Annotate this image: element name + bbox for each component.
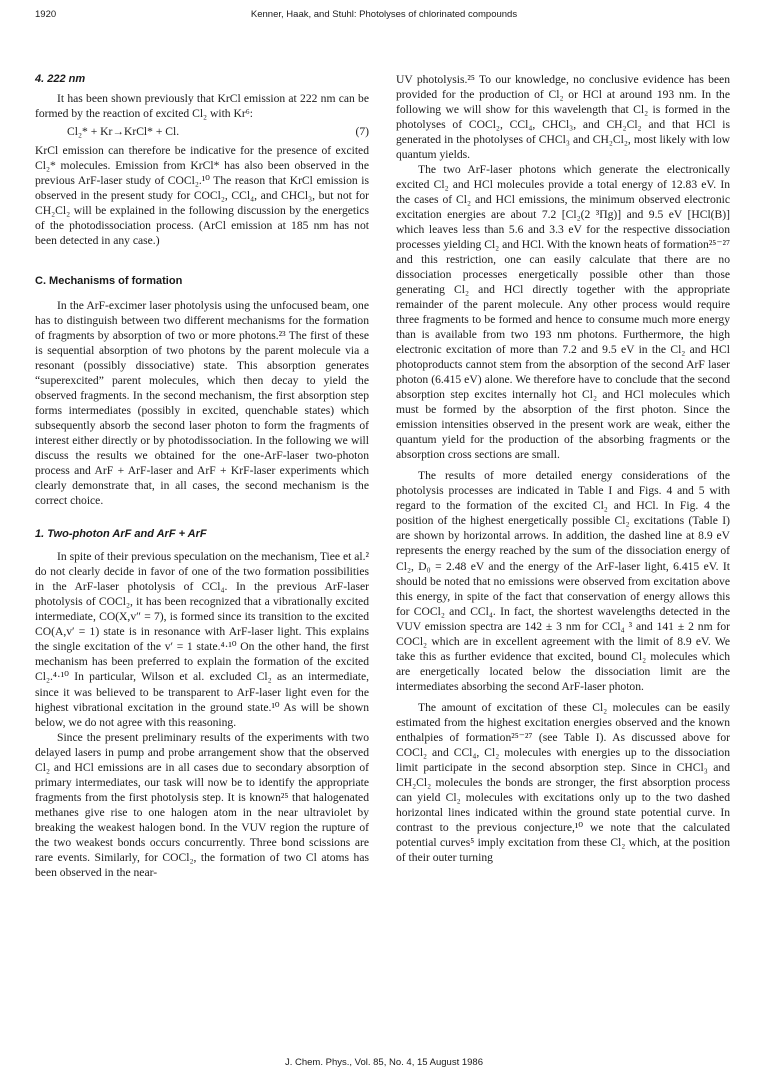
paragraph: In the ArF-excimer laser photolysis using the unfocused beam, one has to distinguish between two different mechanisms for the formation of fragments by absorption of two or more photons.²³ The first of these is sequential absorption of two photons by the parent molecule via a resonant (possibly dissociative) state. This absorption generates “superexcited” parent molecules, which then decay to yield the observed fragments. In the second mechanism, the first absorption step forms intermediates (possibly in excited, quenchable states) which subsequently absorb the second laser photon to form the fragments of interest either directly or by photodissociation. In the following we will discuss the results we obtained for the one-ArF-laser two-photon process and ArF + ArF-laser and ArF + KrF-laser experiments which clearly demonstrate that, in all cases, the second mechanism is the correct choice.	[35, 299, 369, 508]
running-title: Kenner, Haak, and Stuhl: Photolyses of chlorinated compounds	[250, 9, 518, 20]
equation-7	[35, 124, 369, 139]
paragraph: In spite of their previous speculation on the mechanism, Tiee et al.² do not clearly decide in favor of one of the two formation possibilities in the ArF-laser photolysis of CCl₄. In the previous ArF-laser photolysis of COCl₂, it has been recognized that a vibrationally excited intermediate, CO(X,v″ = 7), is formed since its transition to the excited CO(A,v′ = 1) state is in resonance with ArF-laser light. This explains the single excitation of the v′ = 1 state.⁴·¹⁰ On the other hand, the first mechanism has been preferred to explain the formation of the excited Cl₂.⁴·¹⁰ In particular, Wilson et al. excluded Cl₂ as an intermediate, since it was believed to be transparent to ArF-laser light even for the highest vibrational excitation in the ground state.¹⁰ As will be shown below, we do not agree with this reasoning.	[35, 550, 369, 729]
page-number: 1920	[35, 9, 57, 20]
paragraph: KrCl emission can therefore be indicative for the presence of excited Cl₂* molecules. Emission from KrCl* has also been observed in the previous ArF-laser study of COCl₂.¹⁰ The reason that KrCl emission is observed in the present study for COCl₂, CCl₄, and CHCl₃, but not for CH₂Cl₂ will be explained in the following discussion by the energetics of the photodissociation process. (ArCl emission at 185 nm has not been detected in any case.)	[35, 144, 369, 248]
left-column	[35, 72, 369, 880]
section-heading-two-photon: 1. Two-photon ArF and ArF + ArF	[35, 528, 207, 541]
right-column	[396, 72, 730, 865]
paragraph: UV photolysis.²⁵ To our knowledge, no conclusive evidence has been provided for the production of Cl₂ or HCl at around 193 nm. In the following we will show for this wavelength that Cl₂ is formed in the photolyses of COCl₂, CCl₄, CHCl₃, and CH₂Cl₂ and that HCl is generated in the photolyses of CHCl₃ and CH₂Cl₂, most likely with low quantum yields.	[396, 73, 730, 162]
equation-number: (7)	[355, 125, 369, 139]
journal-citation-footer: J. Chem. Phys., Vol. 85, No. 4, 15 August 1986	[284, 1057, 484, 1068]
running-header	[35, 9, 733, 23]
paragraph: The amount of excitation of these Cl₂ molecules can be easily estimated from the highest excitation energies observed and the known enthalpies of formation²⁵⁻²⁷ (see Table I). As discussed above for COCl₂ and CCl₄, Cl₂ molecules with energies up to the dissociation limit participate in the second absorption step. Since in CHCl₃ and CH₂Cl₂ molecules the bonds are stronger, the first absorption process can yield Cl₂ molecules with excitations only up to the two dashed horizontal lines indicated within the ground state potential curve. In contrast to the previous conjecture,¹⁰ we note that the calculated potential curves⁵ imply excitation from these Cl₂ which, at the position of their outer turning	[396, 700, 730, 864]
paragraph: Since the present preliminary results of the experiments with two delayed lasers in pump and probe arrangement show that the observed Cl₂ and HCl emissions are in all cases due to secondary absorption of primary intermediates, our task will now be to identify the appropriate fragments from the first photolysis step. It is known²⁵ that halogenated methanes give rise to one halogen atom in the near ultraviolet by breaking the weakest halogen bond. In the VUV region the rupture of the two weakest bonds occurs concurrently. Three bond scissions are rare events. Similarly, for COCl₂, the formation of two Cl atoms has been observed in the near-	[35, 730, 369, 879]
paragraph: It has been shown previously that KrCl emission at 222 nm can be formed by the reaction of excited Cl₂ with Kr⁶:	[35, 92, 369, 121]
equation-body: Cl₂* + Kr→KrCl* + Cl.	[67, 125, 180, 139]
section-heading-mechanisms: C. Mechanisms of formation	[35, 275, 183, 288]
paragraph: The results of more detailed energy considerations of the photolysis processes are indicated in Table I and Figs. 4 and 5 with regard to the formation of the excited Cl₂ and HCl. In Fig. 4 the position of the highest energetically possible Cl₂ excitations (Table I) are shown by horizontal arrows. In addition, the dashed line at 8.9 eV represents the energy reached by the sum of the dissociation energy of Cl₂, D₀ = 2.48 eV and the energy of the ArF-laser light, 6.415 eV. It should be noted that no emissions were observed from excitation above this energy, in spite of the fact that conservation of energy allows this for COCl₂ and CCl₄. In fact, the shortest wavelengths detected in the VUV emission spectra are 142 ± 3 nm for CCl₄ ³ and 141 ± 2 nm for COCl₂ which are in excellent agreement with the limit of 8.9 eV. We take this as further evidence that excited, bound Cl₂ molecules which are energetically located below the dissociation limit are the intermediates absorbing the second ArF-laser photon.	[396, 469, 730, 693]
paragraph: The two ArF-laser photons which generate the electronically excited Cl₂ and HCl molecules provide a total energy of 12.83 eV. In the cases of Cl₂ and HCl emissions, the minimum observed electronic excitation energies are about 7.2 [Cl₂(2 ³Πg)] and 9.5 eV [HCl(B)] which leaves less than 5.6 and 3.3 eV for the respective dissociation processes yielding Cl₂ and HCl. With the known heats of formation²⁵⁻²⁷ and this restriction, one can easily calculate that there are no dissociation processes energetically possible other than those generating Cl₂ and HCl directly together with the appropriate remainder of the parent molecule. Any other process would require three fragments to be formed and hence to consume much more energy than is available from two 193 nm photons. Furthermore, the high electronic excitation of more than 7.2 and 9.5 eV in the Cl₂ and HCl photoproducts cannot stem from the absorption of the second ArF laser photon (6.415 eV) alone. We therefore have to conclude that the second absorption step excites internally hot Cl₂ and HCl molecules which must be formed by the absorption of the first photon. Since the emission intensities observed in the present work are weak, either the quantum yield for the production of the absorbing fragments or the absorption cross sections are small.	[396, 163, 730, 462]
section-heading-222nm: 4. 222 nm	[35, 73, 86, 85]
